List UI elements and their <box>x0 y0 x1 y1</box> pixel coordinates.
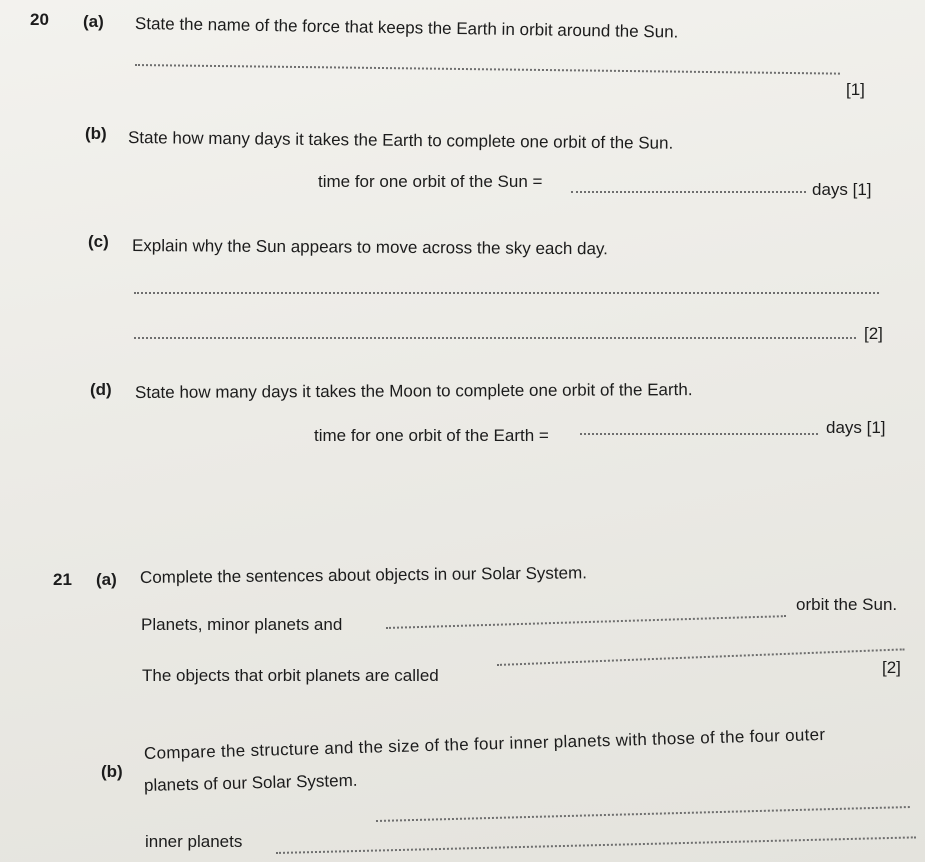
q20b-answer-prefix: time for one orbit of the Sun = <box>318 172 543 191</box>
question-20-number: 20 <box>30 10 49 29</box>
q20d-question: State how many days it takes the Moon to complete one orbit of the Earth. <box>134 380 693 402</box>
q20a-label: (a) <box>83 12 104 31</box>
q20b-label: (b) <box>85 124 107 143</box>
q21a-sentence1-start: Planets, minor planets and <box>141 615 343 634</box>
q20c-label: (c) <box>88 232 109 251</box>
q20d-label: (d) <box>90 380 112 399</box>
q21a-marks: [2] <box>882 658 901 677</box>
q20a-question: State the name of the force that keeps the Earth in orbit around the Sun. <box>134 14 679 42</box>
q21b-answer-line-1[interactable] <box>376 806 910 822</box>
q20a-answer-line[interactable] <box>135 64 840 75</box>
q20b-answer-line[interactable] <box>571 191 806 193</box>
q20c-marks: [2] <box>864 324 883 343</box>
q21b-inner-planets-answer-line[interactable] <box>276 836 916 854</box>
question-21-number: 21 <box>53 570 72 589</box>
q21a-sentence1-end: orbit the Sun. <box>796 595 898 614</box>
q21b-question-line-2: planets of our Solar System. <box>143 770 358 795</box>
q21a-label: (a) <box>96 570 117 589</box>
q20c-answer-line-2[interactable] <box>134 337 856 339</box>
q20c-answer-line-1[interactable] <box>134 292 879 294</box>
q20a-marks: [1] <box>846 80 865 99</box>
q20b-question: State how many days it takes the Earth to complete one orbit of the Sun. <box>127 128 674 153</box>
q21b-inner-planets-label: inner planets <box>145 832 243 851</box>
q21a-sentence2-start: The objects that orbit planets are called <box>142 666 439 685</box>
q20c-question: Explain why the Sun appears to move across the sky each day. <box>131 236 609 259</box>
q20d-answer-suffix: days [1] <box>826 418 886 437</box>
q20d-answer-line[interactable] <box>580 433 818 435</box>
q21a-blank-1[interactable] <box>386 615 786 629</box>
q21b-question-line-1: Compare the structure and the size of the four inner planets with those of the four outer <box>143 724 826 763</box>
q21b-label: (b) <box>101 762 123 781</box>
q21a-question: Complete the sentences about objects in our Solar System. <box>139 563 588 587</box>
q21a-blank-2[interactable] <box>497 648 905 666</box>
q20d-answer-prefix: time for one orbit of the Earth = <box>314 426 549 445</box>
q20b-answer-suffix: days [1] <box>812 180 872 199</box>
